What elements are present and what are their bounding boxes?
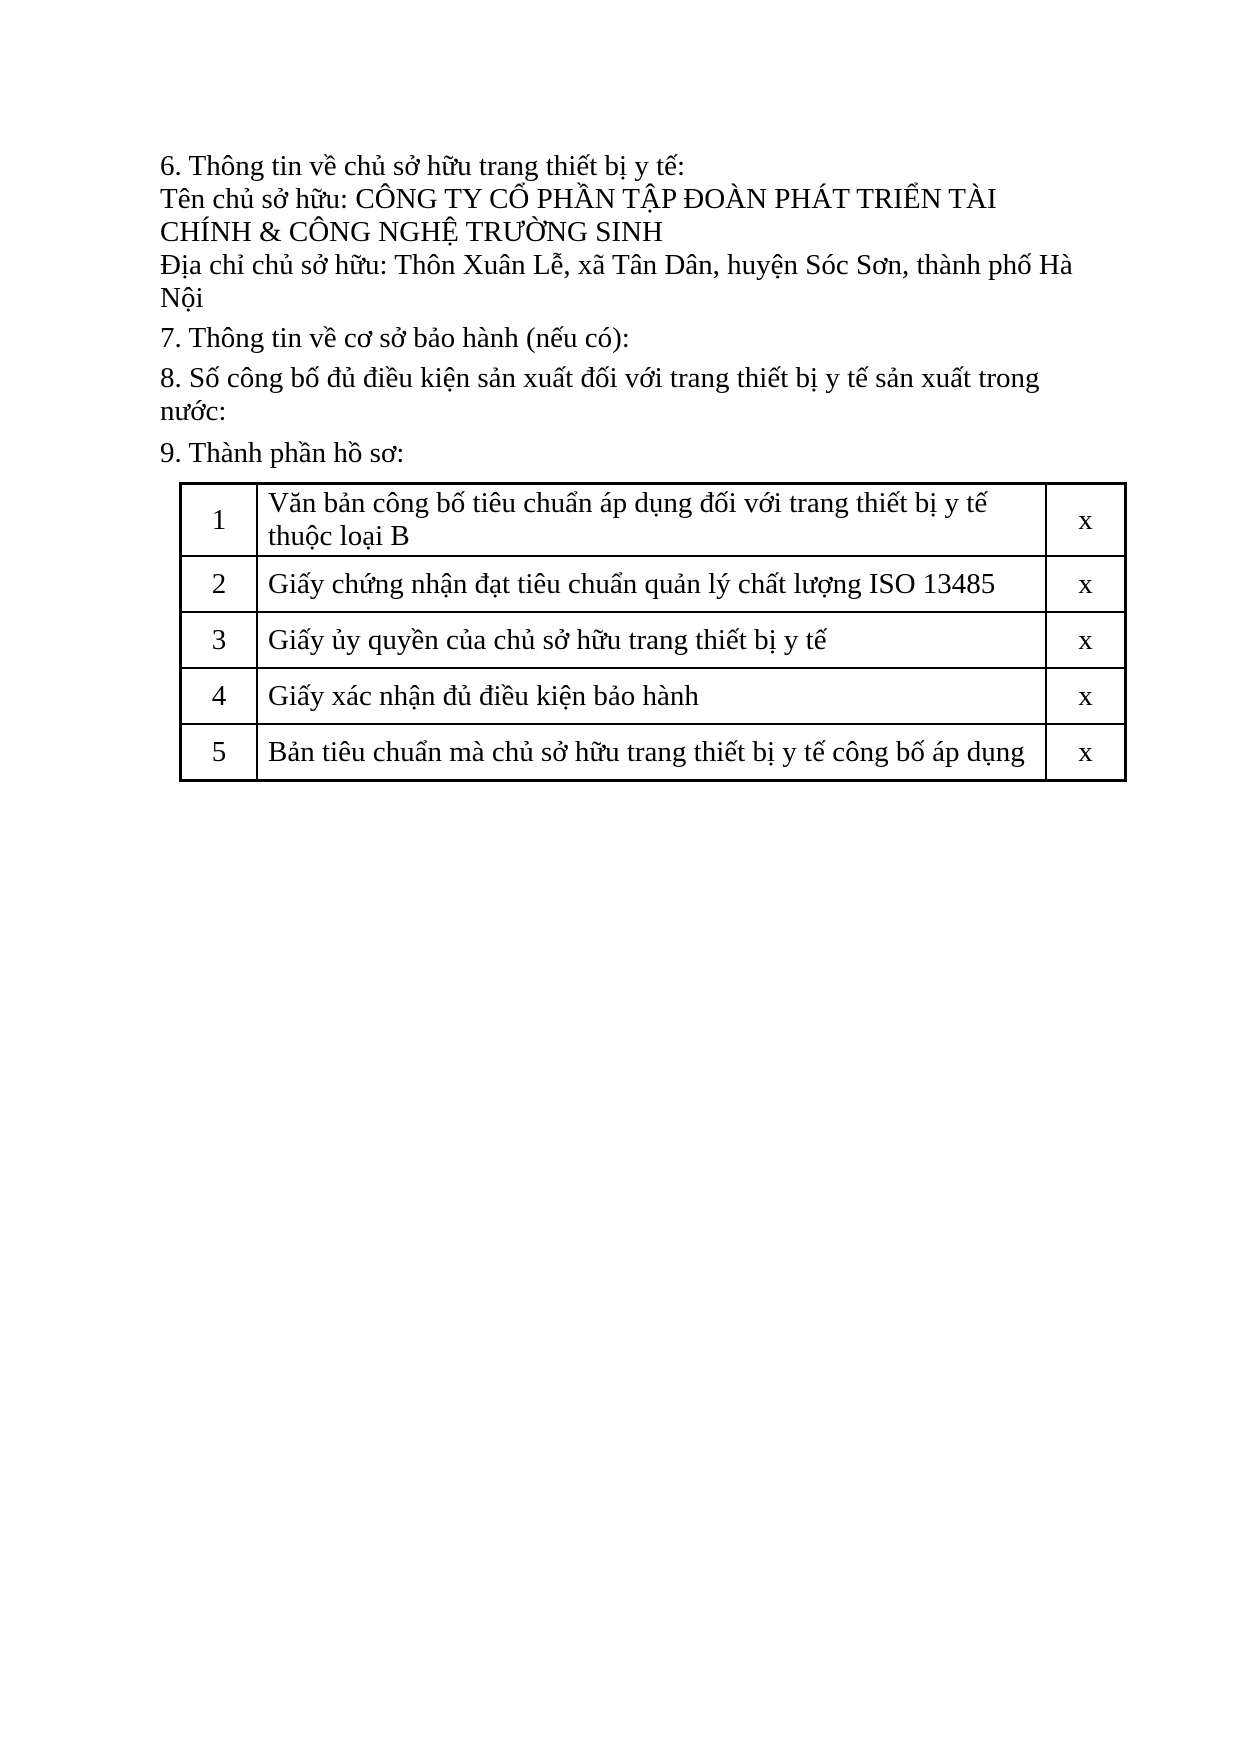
text-line: CHÍNH & CÔNG NGHỆ TRƯỜNG SINH — [160, 216, 663, 248]
text-line: 7. Thông tin về cơ sở bảo hành (nếu có): — [160, 322, 630, 354]
description-cell: Giấy xác nhận đủ điều kiện bảo hành — [257, 668, 1046, 724]
description-cell: Giấy ủy quyền của chủ sở hữu trang thiết bị y tế — [257, 612, 1046, 668]
paragraph-block — [160, 150, 1165, 470]
table-row — [181, 724, 1126, 781]
text-line: Địa chỉ chủ sở hữu: Thôn Xuân Lễ, xã Tân Dân, huyện Sóc Sơn, thành phố Hà — [160, 249, 1073, 281]
row-number-cell: 4 — [181, 668, 258, 724]
table-row — [181, 556, 1126, 612]
paragraph-item-8 — [160, 362, 1165, 428]
text-line: 6. Thông tin về chủ sở hữu trang thiết bị y tế: — [160, 150, 686, 182]
dossier-components-table — [179, 482, 1127, 782]
table-row — [181, 612, 1126, 668]
text-line: 9. Thành phần hồ sơ: — [160, 437, 405, 469]
paragraph-owner-address — [160, 249, 1165, 315]
mark-cell: x — [1046, 668, 1126, 724]
paragraph-item-9 — [160, 437, 1165, 470]
description-cell: Bản tiêu chuẩn mà chủ sở hữu trang thiết bị y tế công bố áp dụng — [257, 724, 1046, 781]
description-cell: Giấy chứng nhận đạt tiêu chuẩn quản lý chất lượng ISO 13485 — [257, 556, 1046, 612]
table-row — [181, 668, 1126, 724]
row-number-cell: 5 — [181, 724, 258, 781]
table-row — [181, 484, 1126, 557]
mark-cell: x — [1046, 612, 1126, 668]
paragraph-item-7 — [160, 322, 1165, 355]
row-number-cell: 1 — [181, 484, 258, 557]
row-number-cell: 3 — [181, 612, 258, 668]
paragraph-owner-name — [160, 183, 1165, 249]
text-line: Tên chủ sở hữu: CÔNG TY CỔ PHẦN TẬP ĐOÀN PHÁT TRIỂN TÀI — [160, 183, 997, 215]
description-cell: Văn bản công bố tiêu chuẩn áp dụng đối với trang thiết bị y tế thuộc loại B — [257, 484, 1046, 557]
document-content — [160, 150, 1165, 782]
text-line: 8. Số công bố đủ điều kiện sản xuất đối với trang thiết bị y tế sản xuất trong — [160, 362, 1040, 394]
mark-cell: x — [1046, 556, 1126, 612]
paragraph-item-6 — [160, 150, 1165, 183]
row-number-cell: 2 — [181, 556, 258, 612]
text-line: nước: — [160, 395, 227, 427]
text-line: Nội — [160, 282, 204, 314]
mark-cell: x — [1046, 484, 1126, 557]
mark-cell: x — [1046, 724, 1126, 781]
